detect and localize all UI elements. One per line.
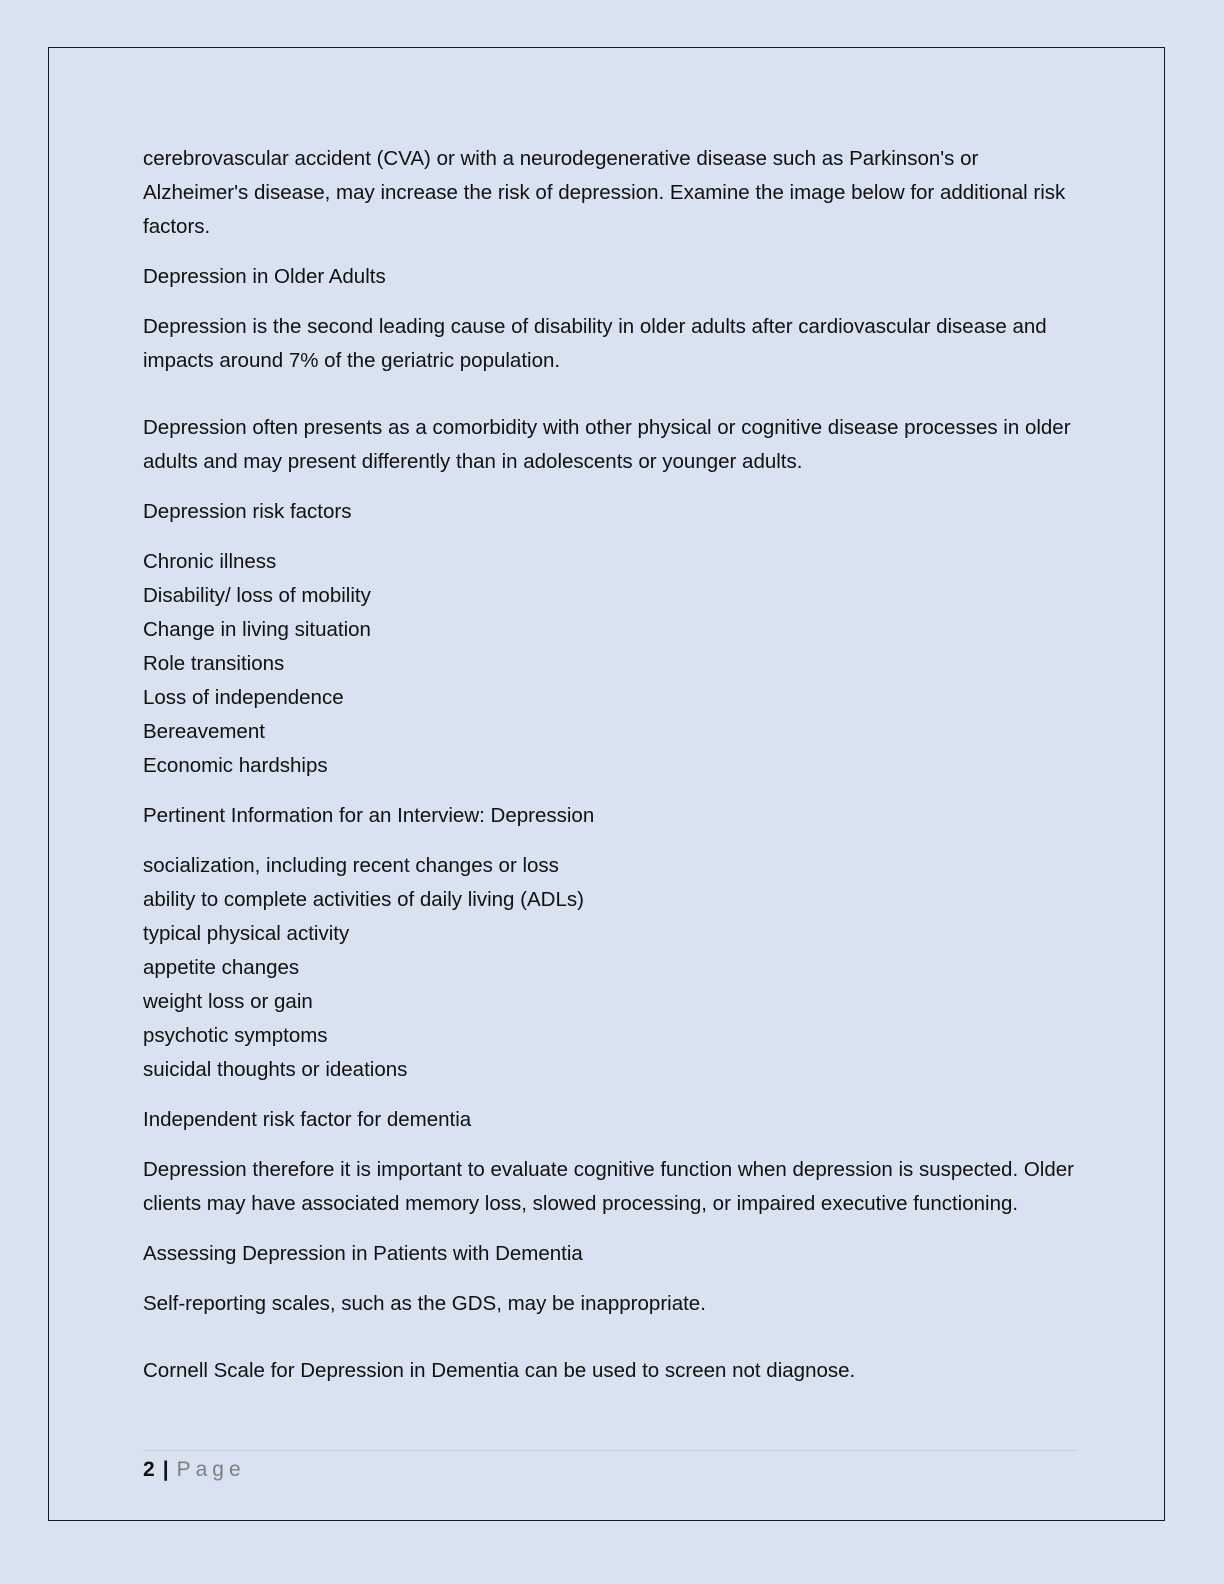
list-item: Loss of independence (143, 686, 344, 709)
list-item: psychotic symptoms (143, 1024, 328, 1047)
list-item: Bereavement (143, 720, 265, 743)
heading-assessing: Assessing Depression in Patients with Dementia (143, 1242, 583, 1265)
footer-separator: | (162, 1458, 169, 1481)
list-item: Chronic illness (143, 550, 277, 573)
list-item: Disability/ loss of mobility (143, 584, 371, 607)
heading-older-adults: Depression in Older Adults (143, 265, 386, 288)
list-item: typical physical activity (143, 922, 350, 945)
heading-dementia-risk: Independent risk factor for dementia (143, 1108, 472, 1131)
assessing-paragraph-2: Cornell Scale for Depression in Dementia can be used to screen not diagnose. (143, 1359, 856, 1382)
list-item: appetite changes (143, 956, 300, 979)
dementia-risk-paragraph: Depression therefore it is important to evaluate cognitive function when depression is suspected. Older clients may have associated memory loss, slowed processing, or impaired executive functioning. (143, 1158, 1074, 1215)
footer-divider (143, 1450, 1078, 1451)
document-body (143, 142, 1078, 1388)
list-item: ability to complete activities of daily living (ADLs) (143, 888, 584, 911)
heading-interview: Pertinent Information for an Interview: Depression (143, 804, 595, 827)
older-adults-paragraph-2: Depression often presents as a comorbidity with other physical or cognitive disease processes in older adults and may present differently than in adolescents or younger adults. (143, 416, 1071, 473)
intro-paragraph: cerebrovascular accident (CVA) or with a neurodegenerative disease such as Parkinson's or Alzheimer's disease, may increase the risk of depression. Examine the image below for additional risk factors. (143, 147, 1066, 238)
list-item: Role transitions (143, 652, 285, 675)
list-item: suicidal thoughts or ideations (143, 1058, 408, 1081)
list-item: Change in living situation (143, 618, 371, 641)
page-label: Page (176, 1458, 246, 1481)
heading-risk-factors: Depression risk factors (143, 500, 352, 523)
older-adults-paragraph-1: Depression is the second leading cause of disability in older adults after cardiovascular disease and impacts around 7% of the geriatric population. (143, 315, 1047, 372)
risk-factors-list (143, 545, 1078, 783)
assessing-paragraph-1: Self-reporting scales, such as the GDS, may be inappropriate. (143, 1292, 706, 1315)
page-number: 2 (143, 1458, 155, 1481)
list-item: Economic hardships (143, 754, 328, 777)
page-footer (143, 1456, 246, 1484)
list-item: socialization, including recent changes or loss (143, 854, 559, 877)
interview-list (143, 849, 1078, 1087)
list-item: weight loss or gain (143, 990, 313, 1013)
